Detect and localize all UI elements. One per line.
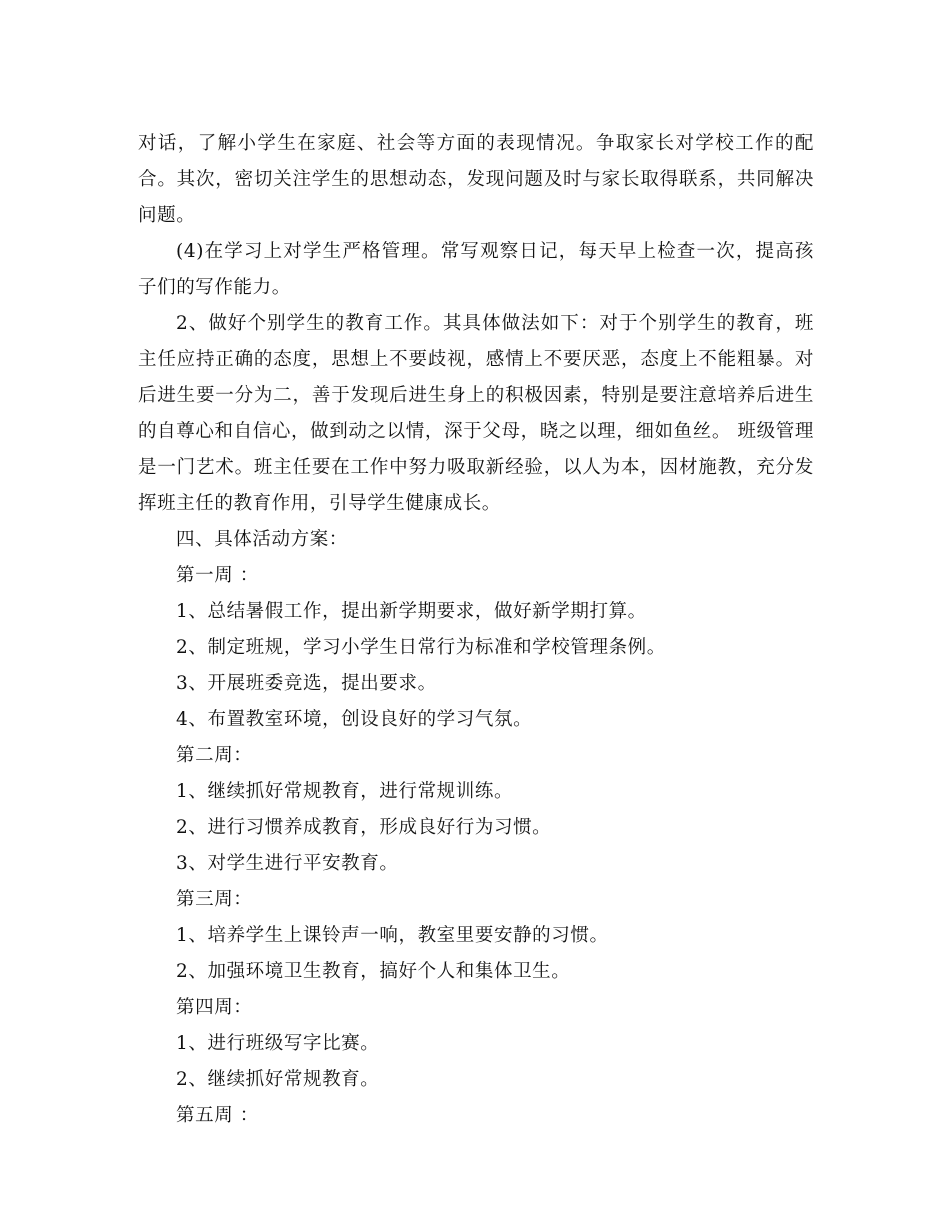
list-item: 1、培养学生上课铃声一响，教室里要安静的习惯。 — [176, 925, 609, 946]
list-item: 4、布置教室环境，创设良好的学习气氛。 — [176, 709, 533, 730]
week-heading-5: 第五周 ： — [176, 1105, 259, 1126]
week-heading-3: 第三周： — [176, 889, 253, 910]
list-item: 2、制定班规，学习小学生日常行为标准和学校管理条例。 — [176, 637, 666, 658]
week-heading-4: 第四周： — [176, 997, 253, 1018]
week-heading-2: 第二周： — [176, 745, 253, 766]
paragraph-individual-education: 2、做好个别学生的教育工作。其具体做法如下：对于个别学生的教育，班主任应持正确的态度，思想上不要歧视，感情上不要厌恶，态度上不能粗暴。对后进生要一分为二，善于发现后进生身上的积极因素，特别是要注意培养后进生的自尊心和自信心，做到动之以情，深于父母，晓之以理，细如鱼丝。 班级管理是一门艺术。班主任要在工作中努力吸取新经验，以人为本，因材施教，充分发挥班主任的教育作用，引导学生健康成长。 — [138, 313, 814, 514]
paragraph-study-management: (4)在学习上对学生严格管理。常写观察日记，每天早上检查一次，提高孩子们的写作能力。 — [138, 241, 814, 298]
week-heading-1: 第一周 ： — [176, 565, 259, 586]
list-item: 3、对学生进行平安教育。 — [176, 853, 399, 874]
list-item: 2、继续抓好常规教育。 — [176, 1069, 380, 1090]
section-heading-activity-plan: 四、具体活动方案： — [176, 529, 348, 550]
list-item: 2、加强环境卫生教育，搞好个人和集体卫生。 — [176, 961, 571, 982]
list-item: 3、开展班委竞选，提出要求。 — [176, 673, 437, 694]
list-item: 1、总结暑假工作，提出新学期要求，做好新学期打算。 — [176, 601, 647, 622]
paragraph-parent-contact: 对话，了解小学生在家庭、社会等方面的表现情况。争取家长对学校工作的配合。其次，密切关注学生的思想动态，发现问题及时与家长取得联系，共同解决问题。 — [138, 133, 814, 226]
list-item: 1、进行班级写字比赛。 — [176, 1033, 380, 1054]
list-item: 2、进行习惯养成教育，形成良好行为习惯。 — [176, 817, 552, 838]
document-body — [138, 126, 814, 1134]
list-item: 1、继续抓好常规教育，进行常规训练。 — [176, 781, 514, 802]
